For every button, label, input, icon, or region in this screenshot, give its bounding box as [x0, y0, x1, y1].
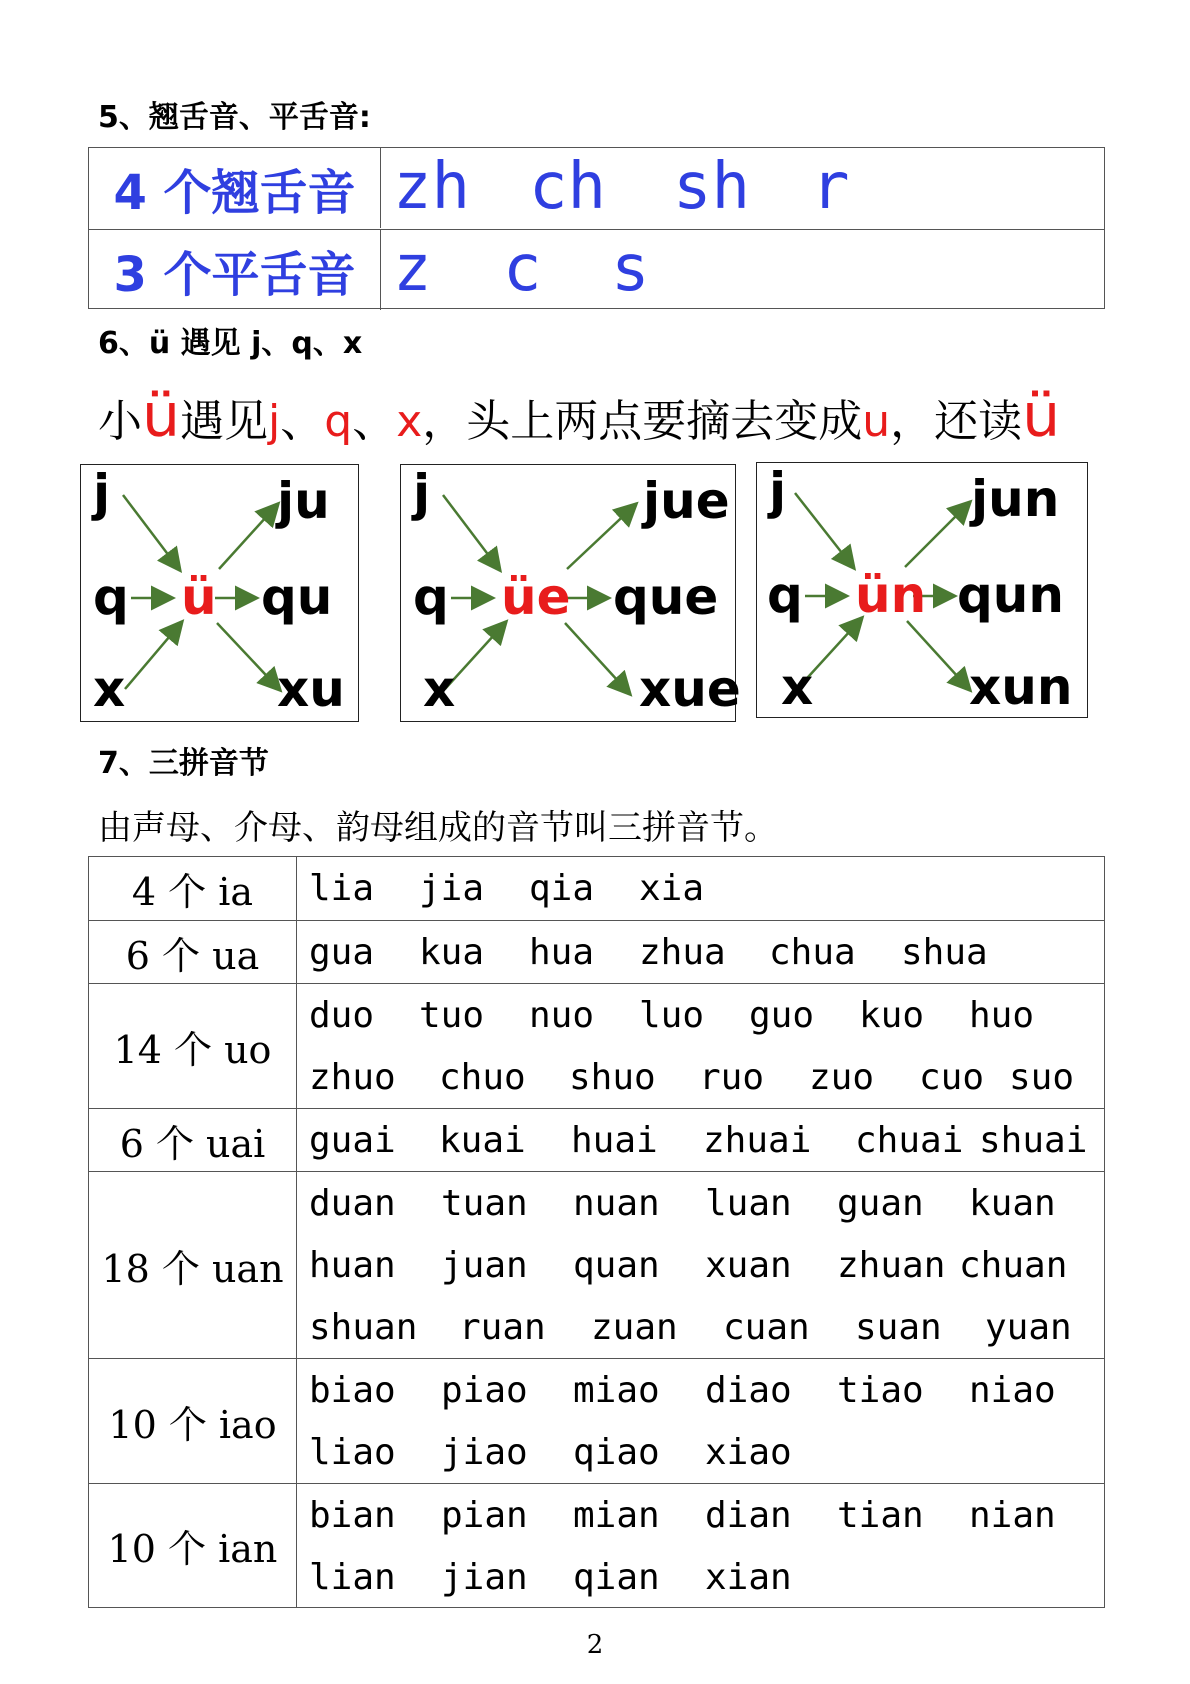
syllable: huan: [309, 1245, 396, 1286]
initial-x: x: [423, 660, 456, 718]
syllable: tiao: [837, 1370, 924, 1411]
syllable: diao: [705, 1370, 792, 1411]
syllable: liao: [309, 1432, 396, 1473]
syllable: kua: [419, 932, 485, 973]
initial-j: j: [413, 464, 431, 522]
syllable: lian: [309, 1557, 396, 1598]
sentence-text: ，还读: [890, 396, 1023, 447]
syllable: shuo: [569, 1057, 656, 1098]
retroflex-table: [88, 147, 1105, 309]
sentence-u-umlaut: ü: [1022, 381, 1061, 451]
syllable: jian: [441, 1557, 528, 1598]
syllable: huo: [969, 995, 1035, 1036]
syllable: ruo: [699, 1057, 765, 1098]
initial: r: [811, 150, 850, 224]
page-number: 2: [586, 1630, 604, 1660]
syllable: qia: [529, 868, 595, 909]
syllable: dian: [705, 1495, 792, 1536]
diagram-u: [80, 464, 359, 722]
syllable: cuo: [919, 1057, 985, 1098]
final-center: ün: [855, 566, 927, 624]
initial-x: x: [93, 660, 126, 718]
row-label: 4 个 ia: [89, 857, 297, 920]
syllable: xia: [639, 868, 705, 909]
rule-sentence: [98, 381, 1061, 452]
syllable: quan: [573, 1245, 660, 1286]
table-row: [89, 1358, 1104, 1483]
syllable: zhua: [639, 932, 726, 973]
syllable: guai: [309, 1120, 396, 1161]
table-row: [89, 1108, 1104, 1171]
syllable: guo: [749, 995, 815, 1036]
initial: s: [611, 232, 650, 306]
result-x: xue: [639, 660, 741, 718]
table-row: [89, 1483, 1104, 1607]
syllable: nuan: [573, 1183, 660, 1224]
syllable: kuo: [859, 995, 925, 1036]
sentence-u: u: [862, 396, 891, 447]
syllable: mian: [573, 1495, 660, 1536]
syllable: tuan: [441, 1183, 528, 1224]
syllable: qian: [573, 1557, 660, 1598]
syllable: kuai: [439, 1120, 526, 1161]
syllable: tuo: [419, 995, 485, 1036]
diagram-ue: [400, 464, 741, 722]
result-j: jun: [971, 470, 1060, 528]
section7-heading: 7、三拼音节: [98, 746, 269, 781]
syllable: xian: [705, 1557, 792, 1598]
sentence-text: 小: [98, 396, 142, 447]
sentence-j: j: [268, 396, 281, 447]
initial-j: j: [93, 464, 111, 522]
section5-heading: 5、翘舌音、平舌音:: [98, 100, 371, 135]
initial-q: q: [767, 566, 803, 624]
row-label: 4 个翘舌音: [89, 148, 381, 228]
final-center: ü: [181, 568, 217, 626]
triphthong-table: [88, 856, 1105, 1608]
syllable: jiao: [441, 1432, 528, 1473]
syllable: qiao: [573, 1432, 660, 1473]
initial-j: j: [769, 462, 787, 520]
syllable: xuan: [705, 1245, 792, 1286]
initial: ch: [529, 150, 607, 224]
syllable: niao: [969, 1370, 1056, 1411]
sentence-sep: 、: [352, 396, 397, 447]
row-label: 10 个 ian: [89, 1484, 297, 1607]
syllable: chuan: [959, 1245, 1068, 1286]
row-label: 6 个 uai: [89, 1109, 297, 1171]
result-x: xun: [969, 658, 1073, 716]
syllable: yuan: [985, 1307, 1072, 1348]
sentence-sep: 、: [280, 396, 325, 447]
initial: c: [503, 232, 542, 306]
syllable: zhuai: [703, 1120, 812, 1161]
syllable: zhuo: [309, 1057, 396, 1098]
table-row: [89, 983, 1104, 1108]
syllable: kuan: [969, 1183, 1056, 1224]
diagram-un: [756, 462, 1088, 718]
flat-tongue-row: [89, 229, 1104, 310]
syllable: xiao: [705, 1432, 792, 1473]
syllable: hua: [529, 932, 595, 973]
syllable: luo: [639, 995, 705, 1036]
syllable: jia: [419, 868, 485, 909]
syllable: biao: [309, 1370, 396, 1411]
syllable: duo: [309, 995, 375, 1036]
row-label: 14 个 uo: [89, 984, 297, 1108]
result-q: que: [613, 568, 719, 626]
retroflex-row: [89, 148, 1104, 228]
syllable: suan: [855, 1307, 942, 1348]
sentence-text: 遇见: [180, 396, 269, 447]
row-label: 10 个 iao: [89, 1359, 297, 1483]
syllable: huai: [571, 1120, 658, 1161]
result-x: xu: [277, 660, 345, 718]
table-row: [89, 857, 1104, 920]
syllable: nian: [969, 1495, 1056, 1536]
syllable: shuan: [309, 1307, 418, 1348]
syllable: luan: [705, 1183, 792, 1224]
table-row: [89, 920, 1104, 983]
table-row: [89, 1171, 1104, 1358]
syllable: chuo: [439, 1057, 526, 1098]
final-center: üe: [501, 568, 571, 626]
syllable: nuo: [529, 995, 595, 1036]
sentence-q: q: [324, 396, 353, 447]
syllable: pian: [441, 1495, 528, 1536]
syllable: bian: [309, 1495, 396, 1536]
syllable: cuan: [723, 1307, 810, 1348]
syllable: shua: [901, 932, 988, 973]
syllable: ruan: [459, 1307, 546, 1348]
row-label: 18 个 uan: [89, 1172, 297, 1358]
syllable: piao: [441, 1370, 528, 1411]
result-j: jue: [643, 472, 730, 530]
initial-q: q: [413, 568, 449, 626]
initial: z: [393, 232, 432, 306]
sentence-text: ，头上两点要摘去变成: [422, 396, 863, 447]
section6-heading: 6、ü 遇见 j、q、x: [98, 326, 363, 361]
syllable: tian: [837, 1495, 924, 1536]
section7-subtitle: 由声母、介母、韵母组成的音节叫三拼音节。: [98, 808, 778, 848]
syllable: zuo: [809, 1057, 875, 1098]
syllable: duan: [309, 1183, 396, 1224]
row-label: 6 个 ua: [89, 921, 297, 983]
syllable: zuan: [591, 1307, 678, 1348]
syllable: zhuan: [837, 1245, 946, 1286]
initial: zh: [393, 150, 471, 224]
row-label: 3 个平舌音: [89, 230, 381, 310]
initial: sh: [673, 150, 751, 224]
syllable: shuai: [979, 1120, 1088, 1161]
result-j: ju: [277, 472, 330, 530]
syllable: chua: [769, 932, 856, 973]
syllable: chuai: [855, 1120, 964, 1161]
syllable: miao: [573, 1370, 660, 1411]
syllable: suo: [1009, 1057, 1075, 1098]
syllable: lia: [309, 868, 375, 909]
syllable: gua: [309, 932, 375, 973]
syllable: juan: [441, 1245, 528, 1286]
sentence-x: x: [396, 396, 423, 447]
initial-q: q: [93, 568, 129, 626]
syllable: guan: [837, 1183, 924, 1224]
initial-x: x: [781, 658, 814, 716]
result-q: qu: [261, 568, 333, 626]
result-q: qun: [957, 566, 1064, 624]
sentence-u-umlaut: ü: [142, 381, 181, 451]
